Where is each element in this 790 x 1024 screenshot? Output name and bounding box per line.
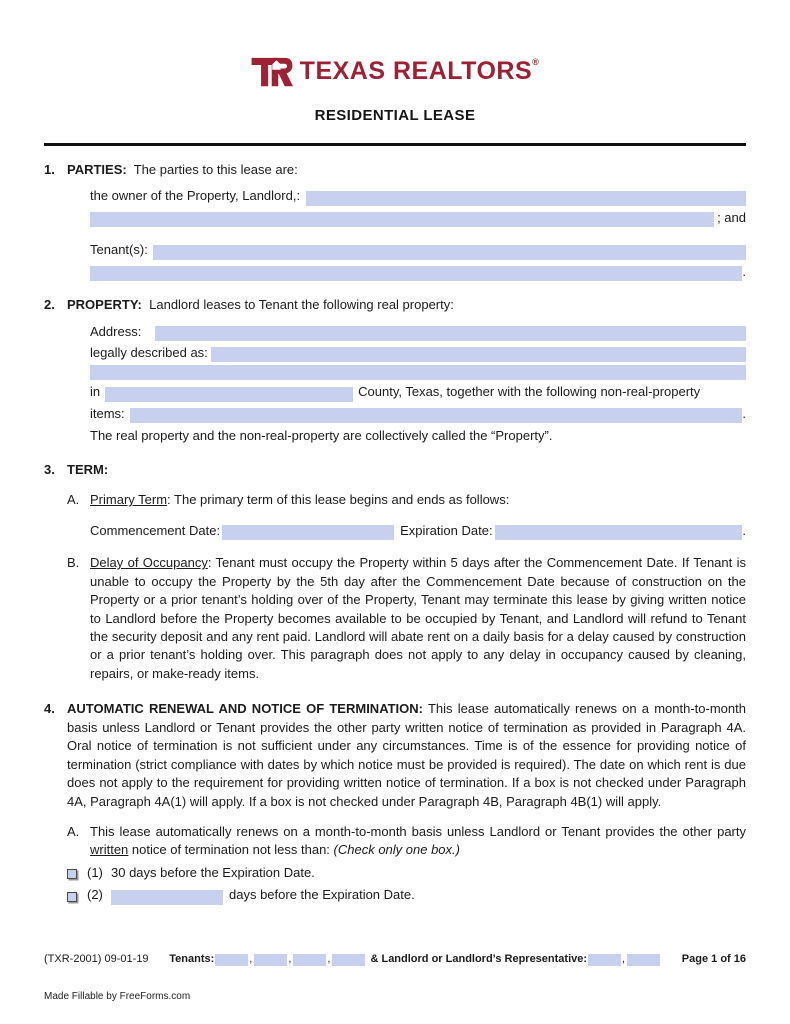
tenant-names-continued-field[interactable] xyxy=(90,266,742,281)
subsection-letter: A. xyxy=(67,824,80,840)
legal-description-continued-field[interactable] xyxy=(90,365,746,380)
section-number: 4. xyxy=(44,701,55,717)
address-label: Address: xyxy=(90,323,142,339)
landlord-initials-field-2[interactable] xyxy=(627,954,660,966)
made-fillable-attribution: Made Fillable by FreeForms.com xyxy=(44,991,191,1002)
renewal-a-pre: This lease automatically renews on a month-to-month basis unless Landlord or Tenant provides the other party xyxy=(90,824,746,840)
section-title: PARTIES: xyxy=(67,161,127,177)
renewal-a-post: notice of termination not less than: xyxy=(128,842,334,858)
renewal-intro-paragraph xyxy=(67,700,746,811)
section-heading xyxy=(67,161,746,179)
footer-initials-group xyxy=(169,953,661,966)
form-title: RESIDENTIAL LEASE xyxy=(314,106,476,124)
tenant-suffix: . xyxy=(742,263,746,279)
items-suffix: . xyxy=(742,405,746,421)
landlord-label: the owner of the Property, Landlord,: xyxy=(90,188,301,204)
section-property xyxy=(44,296,746,446)
county-prefix: in xyxy=(90,384,101,400)
county-suffix: County, Texas, together with the following non-real-property xyxy=(358,384,701,400)
primary-term-heading-line xyxy=(90,491,746,509)
renewal-intro: This lease automatically renews on a month-to-month basis unless Landlord or Tenant provides the other party written notice of termination as provided in Paragraph 4A. Oral notice of termination is not sufficient under any circumstances. Time is of the essence for providing notice of termination (strict compliance with dates by which notice must be provided is required). The date on which rent is due does not apply to the requirement for providing written notice of termination. If a box is not checked under Paragraph 4A, Paragraph 4A(1) will apply. If a box is not checked under Paragraph 4B, Paragraph 4B(1) will apply. xyxy=(67,701,746,809)
landlord-name-field[interactable] xyxy=(306,191,746,206)
tenant-names-field[interactable] xyxy=(153,245,746,260)
page-footer xyxy=(44,953,746,966)
section-heading xyxy=(67,296,746,314)
landlord-name-continued-field[interactable] xyxy=(90,212,714,227)
subsection-letter: B. xyxy=(67,555,80,571)
section-renewal xyxy=(44,700,746,905)
tenant-label: Tenant(s): xyxy=(90,242,148,258)
option-number: (2) xyxy=(87,887,103,903)
section-heading xyxy=(67,461,746,479)
brand-name xyxy=(300,54,540,90)
tenant-initials-field-1[interactable] xyxy=(215,954,248,966)
legal-description-label: legally described as: xyxy=(90,344,208,360)
renewal-a xyxy=(67,823,746,860)
tenant-initials-field-2[interactable] xyxy=(254,954,287,966)
registered-mark: ® xyxy=(532,57,540,67)
dates-suffix: . xyxy=(742,522,746,538)
brand-text: TEXAS REALTORS xyxy=(299,57,533,85)
delay-text: : Tenant must occupy the Property within 5 days after the Commencement Date. If Tenant is unable to occupy the Property by the 5th day after the Commencement Date because of construction on the Property or a prior tenant’s holding over of the Property, Tenant may terminate this lease by giving written notice to Landlord before the Property becomes available to be occupied by Tenant, and Landlord will refund to Tenant the security deposit and any rent paid. Landlord will abate rent on a daily basis for a delay caused by construction or a prior tenant’s holding over. This paragraph does not apply to any delay in occupancy caused by cleaning, repairs, or make-ready items. xyxy=(90,555,746,681)
header-logo xyxy=(44,54,746,90)
section-title: TERM: xyxy=(67,461,109,477)
items-label: items: xyxy=(90,405,125,421)
renewal-option-2 xyxy=(67,886,746,904)
termination-days-field[interactable] xyxy=(111,890,223,905)
section-intro: The parties to this lease are: xyxy=(133,161,298,177)
delay-of-occupancy-paragraph xyxy=(90,554,746,683)
separator: , xyxy=(249,952,253,965)
legal-description-field[interactable] xyxy=(211,347,746,362)
primary-term-text: : The primary term of this lease begins and ends as follows: xyxy=(167,492,510,508)
landlord-initials-field-1[interactable] xyxy=(588,954,621,966)
county-field[interactable] xyxy=(105,387,353,402)
renewal-a-paragraph xyxy=(90,823,746,860)
section-title: PROPERTY: xyxy=(67,297,142,313)
renewal-custom-days-checkbox[interactable] xyxy=(67,892,77,902)
expiration-date-label: Expiration Date: xyxy=(400,522,493,538)
page-number: Page 1 of 16 xyxy=(681,952,746,965)
renewal-a-written: written xyxy=(90,842,129,858)
property-note: The real property and the non-real-property are collectively called the “Property”. xyxy=(90,428,553,444)
option-number: (1) xyxy=(87,864,103,880)
expiration-date-field[interactable] xyxy=(495,525,743,540)
property-address-field[interactable] xyxy=(155,326,746,341)
section-intro: Landlord leases to Tenant the following real property: xyxy=(149,297,454,313)
option-text: 30 days before the Expiration Date. xyxy=(111,864,315,880)
section-title: AUTOMATIC RENEWAL AND NOTICE OF TERMINATION: xyxy=(67,701,423,717)
non-real-property-items-field[interactable] xyxy=(130,408,743,423)
subsection-letter: A. xyxy=(67,492,80,508)
tenants-initials-label: Tenants: xyxy=(169,952,215,965)
section-number: 2. xyxy=(44,297,55,313)
delay-heading: Delay of Occupancy xyxy=(90,555,208,571)
primary-term-heading: Primary Term xyxy=(90,492,168,508)
renewal-option-1 xyxy=(67,864,746,882)
form-code: (TXR-2001) 09-01-19 xyxy=(44,952,149,965)
section-number: 1. xyxy=(44,161,55,177)
term-primary xyxy=(67,491,746,540)
separator: , xyxy=(288,952,292,965)
term-delay xyxy=(67,554,746,683)
header-divider xyxy=(44,143,746,146)
tenant-initials-field-3[interactable] xyxy=(293,954,326,966)
landlord-initials-label: & Landlord or Landlord’s Representative: xyxy=(370,952,588,965)
section-number: 3. xyxy=(44,461,55,477)
option-text: days before the Expiration Date. xyxy=(229,887,415,903)
section-term xyxy=(44,461,746,684)
commencement-date-label: Commencement Date: xyxy=(90,522,221,538)
commencement-date-field[interactable] xyxy=(222,525,394,540)
texas-realtors-logo-icon xyxy=(251,56,293,87)
check-one-box-note: (Check only one box.) xyxy=(333,842,460,858)
tenant-initials-field-4[interactable] xyxy=(332,954,365,966)
separator: , xyxy=(622,952,626,965)
section-parties xyxy=(44,161,746,281)
renewal-30-days-checkbox[interactable] xyxy=(67,869,77,879)
landlord-suffix: ; and xyxy=(717,209,746,225)
separator: , xyxy=(327,952,331,965)
